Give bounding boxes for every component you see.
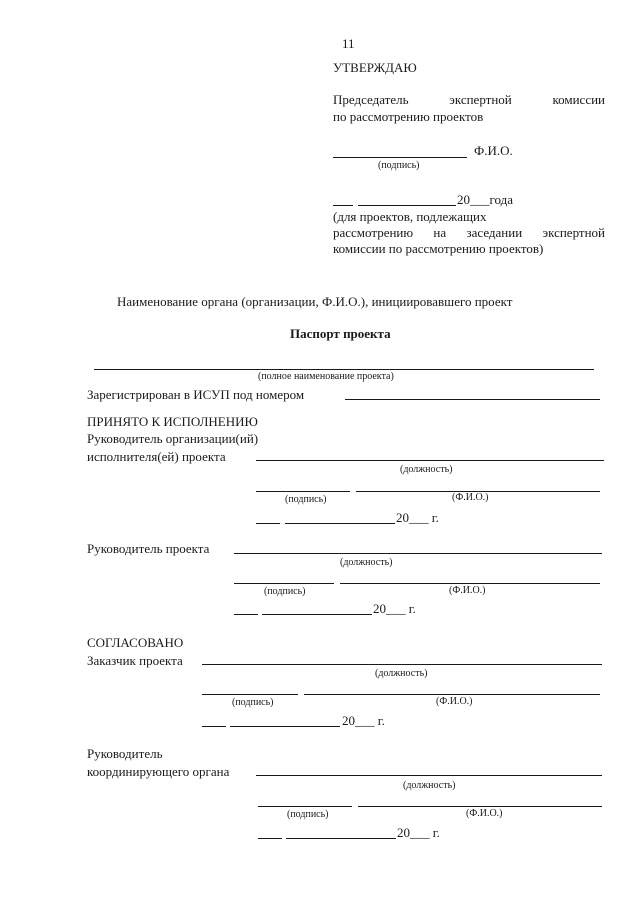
coordinator-line1: Руководитель [87, 746, 163, 761]
org-name-caption: Наименование органа (организации, Ф.И.О.), инициировавшего проект [117, 294, 513, 309]
page-number: 11 [342, 36, 355, 51]
accepted-heading: ПРИНЯТО К ИСПОЛНЕНИЮ [87, 414, 258, 429]
customer-fio-caption: (Ф.И.О.) [436, 696, 473, 707]
agreed-heading: СОГЛАСОВАНО [87, 635, 184, 650]
chair-sign-caption: (подпись) [378, 160, 420, 171]
project-lead-position-line [234, 553, 602, 554]
approve-day-line [333, 205, 353, 206]
coordinator-line2: координирующего органа [87, 764, 230, 779]
chair-fio: Ф.И.О. [474, 143, 513, 158]
coordinator-position-line [256, 775, 602, 776]
accepted-position-caption: (должность) [400, 464, 453, 475]
chair-title-line2: по рассмотрению проектов [333, 109, 484, 124]
chair-word-1: Председатель [333, 92, 409, 107]
project-name-line [94, 369, 594, 370]
approve-note-line2: рассмотрению на заседании экспертной [333, 225, 605, 240]
accepted-fio-caption: (Ф.И.О.) [452, 492, 489, 503]
coordinator-sign-line [258, 806, 352, 807]
chair-word-2: экспертной [449, 92, 512, 107]
customer-month-line [230, 726, 340, 727]
customer-sign-line [202, 694, 298, 695]
chair-word-3: комиссии [552, 92, 605, 107]
customer-position-caption: (должность) [375, 668, 428, 679]
coordinator-date-text: 20___ г. [397, 825, 440, 840]
accepted-sign-caption: (подпись) [285, 494, 327, 505]
accepted-date-text: 20___ г. [396, 510, 439, 525]
coordinator-position-caption: (должность) [403, 780, 456, 791]
project-lead-position-caption: (должность) [340, 557, 393, 568]
chair-title-line1 [333, 93, 605, 106]
approve-note-line3: комиссии по рассмотрению проектов) [333, 241, 544, 256]
accepted-line1: Руководитель организации(ий) [87, 431, 259, 446]
approve-heading: УТВЕРЖДАЮ [333, 60, 417, 75]
approve-month-line [358, 205, 456, 206]
coordinator-month-line [286, 838, 396, 839]
accepted-day-line [256, 523, 280, 524]
accepted-line2: исполнителя(ей) проекта [87, 449, 226, 464]
accepted-month-line [285, 523, 395, 524]
customer-day-line [202, 726, 226, 727]
full-name-caption: (полное наименование проекта) [258, 371, 394, 382]
project-lead-label: Руководитель проекта [87, 541, 210, 556]
project-lead-day-line [234, 614, 258, 615]
coordinator-fio-caption: (Ф.И.О.) [466, 808, 503, 819]
accepted-sign-line [256, 491, 350, 492]
coordinator-day-line [258, 838, 282, 839]
customer-date-text: 20___ г. [342, 713, 385, 728]
registered-label: Зарегистрирован в ИСУП под номером [87, 387, 305, 402]
project-lead-sign-line [234, 583, 334, 584]
customer-fio-line [304, 694, 600, 695]
approve-year-text: 20___года [457, 192, 514, 207]
project-lead-month-line [262, 614, 372, 615]
customer-position-line [202, 664, 602, 665]
project-lead-date-text: 20___ г. [373, 601, 416, 616]
coordinator-sign-caption: (подпись) [287, 809, 329, 820]
chair-signature-line [333, 157, 467, 158]
approve-note-line1: (для проектов, подлежащих [333, 209, 487, 224]
customer-label: Заказчик проекта [87, 653, 183, 668]
passport-title: Паспорт проекта [290, 326, 391, 341]
coordinator-fio-line [358, 806, 602, 807]
project-lead-sign-caption: (подпись) [264, 586, 306, 597]
project-lead-fio-caption: (Ф.И.О.) [449, 585, 486, 596]
accepted-position-line [256, 460, 604, 461]
customer-sign-caption: (подпись) [232, 697, 274, 708]
project-lead-fio-line [340, 583, 600, 584]
registration-number-line [345, 399, 600, 400]
